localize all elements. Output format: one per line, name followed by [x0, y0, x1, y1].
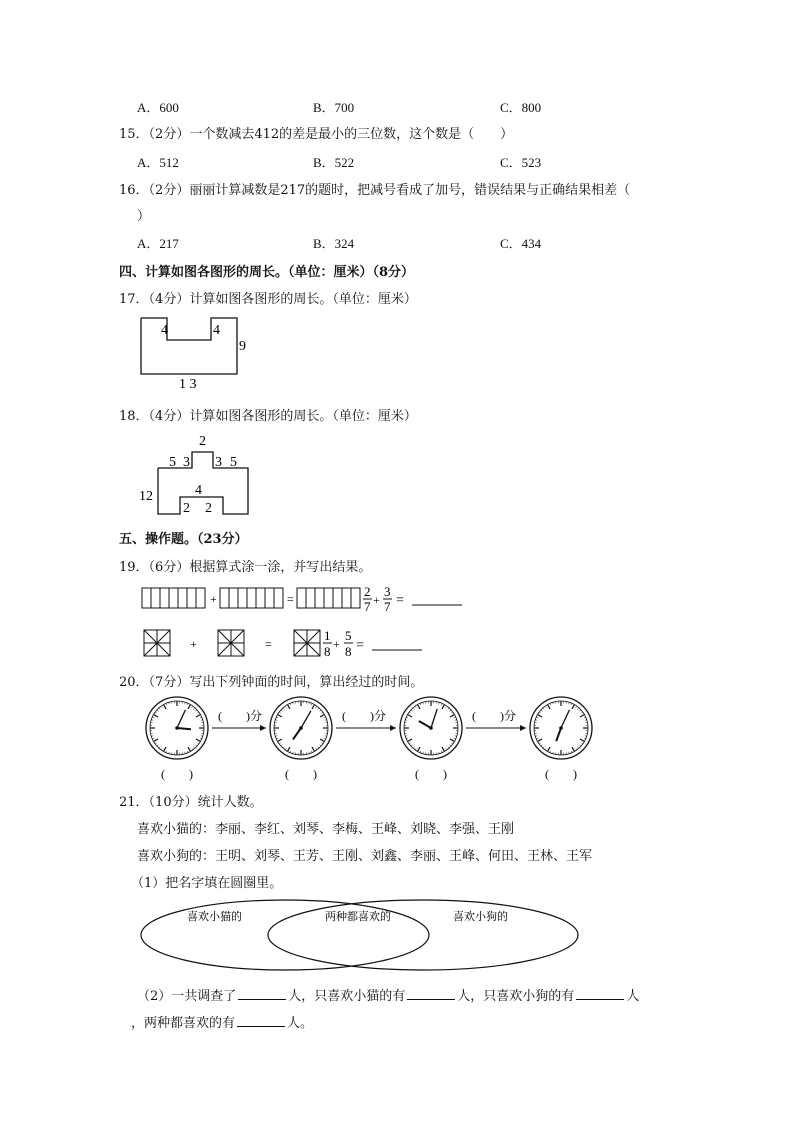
- q18-figure: [135, 428, 260, 520]
- part2-text-b: 人，只喜欢小猫的有: [288, 989, 406, 1004]
- part2-text-c: 人，只喜欢小狗的有: [457, 989, 575, 1004]
- q18-label-height: 12: [139, 489, 153, 504]
- q19-row1-a-num: 2: [364, 584, 371, 599]
- q19-square-a: [144, 630, 170, 656]
- q18-label-3-left: 3: [183, 455, 190, 470]
- q18-stem: 18．（4分）计算如图各图形的周长。（单位：厘米）: [119, 409, 417, 424]
- q21-stem: 21．（10分）统计人数。: [119, 795, 263, 810]
- total-blank[interactable]: [238, 987, 286, 1000]
- q16-option-c: C．434: [500, 236, 542, 251]
- q21-cats-list: 喜欢小猫的：李丽、李红、刘琴、李梅、王峰、刘晓、李强、王刚: [137, 822, 515, 837]
- q17-label-right: 4: [213, 323, 220, 338]
- q19-bar-c: [297, 588, 360, 608]
- q20-stem: 20．（7分）写出下列钟面的时间，算出经过的时间。: [119, 675, 424, 690]
- clock-time-label: ( ): [415, 767, 447, 781]
- q19-bar-a: [142, 588, 205, 608]
- q19-row1-plus: +: [210, 592, 217, 606]
- clock-face: [400, 697, 462, 759]
- clock-time-label: ( ): [285, 767, 317, 781]
- q19-figures: [140, 580, 470, 662]
- clock-face: [270, 697, 332, 759]
- both-blank[interactable]: [237, 1014, 285, 1027]
- q19-row2-a-num: 1: [324, 628, 331, 643]
- part2-text-e: ，两种都喜欢的有: [131, 1016, 236, 1031]
- q19-row2-op: +: [333, 637, 340, 651]
- q19-row1-op: +: [373, 593, 380, 607]
- q16-stem-line1: 16．（2分）丽丽计算减数是217的题时，把减号看成了加号，错误结果与正确结果相差（: [119, 183, 631, 198]
- q19-stem: 19．（6分）根据算式涂一涂，并写出结果。: [119, 560, 372, 575]
- q18-label-5-right: 5: [230, 455, 237, 470]
- q18-label-5-left: 5: [169, 455, 176, 470]
- q16-stem-line2: ）: [137, 209, 151, 224]
- q19-row1-equals: =: [287, 592, 294, 606]
- dogs-only-blank[interactable]: [576, 987, 624, 1000]
- venn-dogs-ellipse: [268, 900, 578, 970]
- q19-row2-plus: +: [190, 637, 197, 651]
- q19-row2-b-den: 8: [345, 644, 352, 659]
- q19-bar-b: [220, 588, 283, 608]
- q17-label-left: 4: [161, 323, 168, 338]
- q16-option-a: A．217: [137, 236, 179, 251]
- q19-square-c: [294, 630, 320, 656]
- q21-part2-line2: [131, 1012, 313, 1031]
- q18-label-4: 4: [195, 483, 202, 498]
- part2-text-d: 人: [626, 989, 640, 1004]
- q18-label-2-right: 2: [205, 501, 212, 516]
- q15-option-c: C．523: [500, 155, 542, 170]
- q14-option-a: A．600: [137, 100, 179, 115]
- venn-label-dogs: 喜欢小狗的: [453, 911, 508, 923]
- q17-stem: 17．（4分）计算如图各图形的周长。（单位：厘米）: [119, 292, 417, 307]
- q19-row2-eq: =: [356, 638, 364, 653]
- q17-label-bottom: 1 3: [179, 377, 197, 392]
- clock-time-label: ( ): [545, 767, 577, 781]
- part2-text-f: 人。: [287, 1016, 314, 1031]
- q19-row1-b-den: 7: [384, 599, 391, 614]
- venn-label-both: 两种都喜欢的: [325, 911, 391, 923]
- q17-label-height: 9: [239, 339, 246, 354]
- clock-face: [146, 697, 208, 759]
- q16-option-b: B．324: [313, 236, 355, 251]
- q15-stem: 15．（2分）一个数减去412的差是最小的三位数，这个数是（ ）: [119, 127, 514, 142]
- section-5-title: 五、操作题。（23分）: [119, 532, 248, 547]
- q18-label-top: 2: [199, 434, 206, 449]
- q20-clocks: [135, 694, 600, 784]
- q19-row2-equals: =: [265, 637, 272, 651]
- clock-time-label: ( ): [161, 767, 193, 781]
- q19-row1-eq: =: [396, 593, 404, 608]
- q14-option-c: C．800: [500, 100, 542, 115]
- q21-part2-line1: [137, 985, 639, 1004]
- q19-row2-a-den: 8: [324, 644, 331, 659]
- section-4-title: 四、计算如图各图形的周长。（单位：厘米）（8分）: [119, 265, 415, 280]
- q18-label-3-right: 3: [215, 455, 222, 470]
- clock-face: [530, 697, 592, 759]
- q19-row1-b-num: 3: [384, 584, 391, 599]
- elapsed-minutes-label: ( )分: [218, 709, 262, 723]
- q21-dogs-list: 喜欢小狗的：王明、刘琴、王芳、王刚、刘鑫、李丽、王峰、何田、王林、王军: [137, 849, 593, 864]
- q19-row1-a-den: 7: [364, 599, 371, 614]
- q15-option-b: B．522: [313, 155, 355, 170]
- cats-only-blank[interactable]: [407, 987, 455, 1000]
- q14-option-b: B．700: [313, 100, 355, 115]
- q21-part1: （1）把名字填在圆圈里。: [131, 876, 283, 891]
- part2-text-a: （2）一共调查了: [137, 989, 237, 1004]
- q21-venn-diagram: [135, 896, 585, 974]
- elapsed-minutes-label: ( )分: [472, 709, 516, 723]
- elapsed-minutes-label: ( )分: [342, 709, 386, 723]
- q19-square-b: [218, 630, 244, 656]
- venn-label-cats: 喜欢小猫的: [187, 911, 242, 923]
- q19-row2-b-num: 5: [345, 628, 352, 643]
- q15-option-a: A．512: [137, 155, 179, 170]
- q17-figure: [135, 312, 250, 394]
- q18-label-2-left: 2: [183, 501, 190, 516]
